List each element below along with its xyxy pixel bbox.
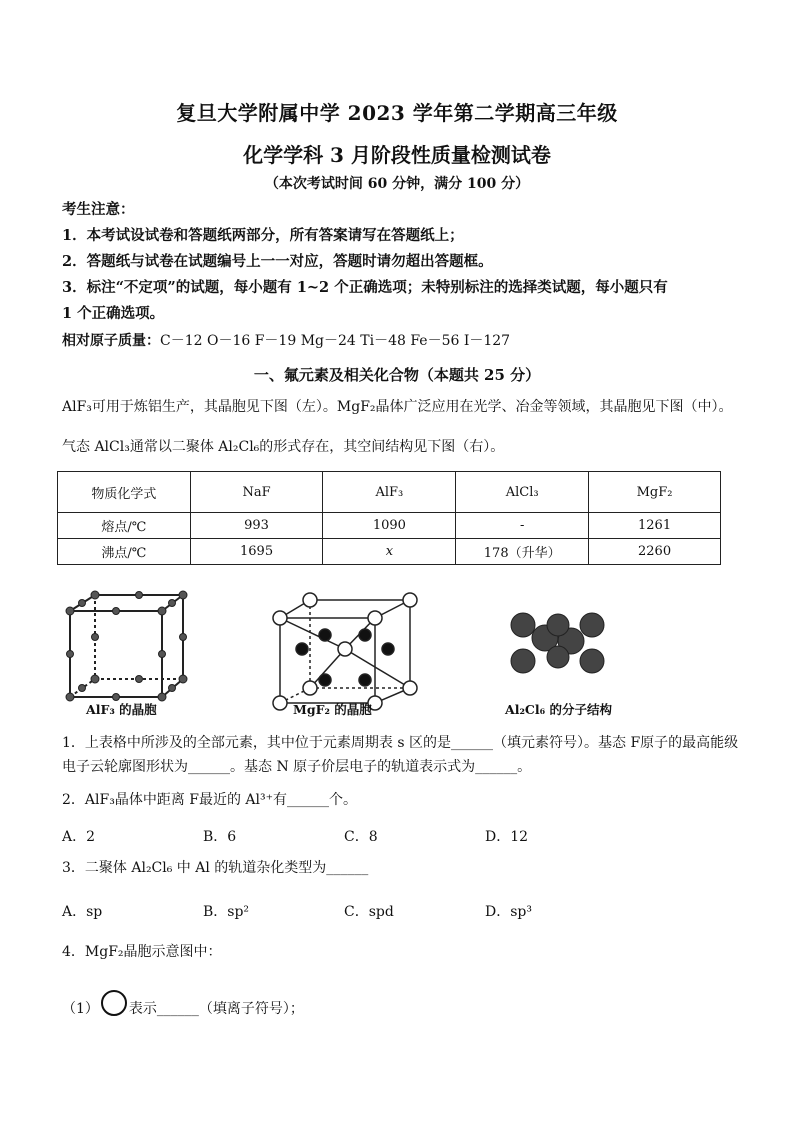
note-item: 3．标注“不定项”的试题，每小题有 1~2 个正确选项；未特别标注的选择类试题，每小题只有	[62, 279, 668, 296]
table-cell: 1695	[190, 539, 323, 565]
sub1-text: 表示______（填离子符号）；	[128, 1001, 304, 1017]
table-cell: 993	[190, 513, 323, 539]
table-header-cell: AlCl₃	[456, 472, 589, 513]
table-header-cell: AlF₃	[323, 472, 456, 513]
table-header-cell: NaF	[190, 472, 323, 513]
question-4: 4．MgF₂晶胞示意图中：	[62, 944, 222, 960]
exam-title-line1: 复旦大学附属中学 2023 学年第二学期高三年级	[176, 101, 618, 125]
table-cell: x	[323, 539, 456, 565]
candidate-notes	[62, 197, 742, 327]
option-d: D．sp³	[485, 904, 532, 920]
atomic-mass-line	[62, 330, 510, 350]
property-table	[57, 471, 721, 565]
open-circle-icon	[101, 990, 127, 1016]
question-2-options	[62, 826, 752, 846]
sub1-prefix: （1）	[62, 1001, 99, 1017]
section-intro-2: 气态 AlCl₃通常以二聚体 Al₂Cl₆的形式存在，其空间结构见下图（右）。	[62, 439, 505, 455]
table-row	[58, 539, 721, 565]
option-a: A．2	[62, 829, 96, 845]
table-cell: 熔点/℃	[58, 513, 191, 539]
option-a: A．sp	[62, 904, 103, 920]
option-c: C．spd	[344, 904, 394, 920]
atomic-mass-values: C－12 O－16 F－19 Mg－24 Ti－48 Fe－56 I－127	[160, 333, 511, 349]
option-b: B．sp²	[203, 904, 250, 920]
note-item: 1 个正确选项。	[62, 305, 165, 322]
table-header-cell: MgF₂	[589, 472, 721, 513]
question-1	[62, 731, 752, 779]
exam-title-line2: 化学学科 3 月阶段性质量检测试卷	[243, 143, 551, 167]
question-1-line2: 电子云轮廓图形状为______。基态 N 原子价层电子的轨道表示式为______。	[62, 759, 532, 775]
question-3: 3．二聚体 Al₂Cl₆ 中 Al 的轨道杂化类型为______	[62, 860, 369, 876]
al2cl6-molecule-figure	[511, 613, 604, 673]
table-cell: 1090	[323, 513, 456, 539]
section-title: 一、氟元素及相关化合物（本题共 25 分）	[253, 366, 541, 384]
figure-caption: MgF₂ 的晶胞	[293, 702, 372, 717]
option-c: C．8	[344, 829, 378, 845]
question-2: 2．AlF₃晶体中距离 F最近的 Al³⁺有______个。	[62, 792, 358, 808]
table-row	[58, 513, 721, 539]
option-b: B．6	[203, 829, 237, 845]
figure-caption: AlF₃ 的晶胞	[86, 702, 157, 717]
table-cell: 2260	[589, 539, 721, 565]
crystal-figures	[55, 568, 735, 728]
note-item: 2．答题纸与试卷在试题编号上一一对应，答题时请勿超出答题框。	[62, 253, 493, 270]
question-1-line1: 1．上表格中所涉及的全部元素，其中位于元素周期表 s 区的是______（填元素符号）。基态 F原子的最高能级	[62, 735, 739, 751]
figure-caption: Al₂Cl₆ 的分子结构	[505, 702, 612, 717]
option-d: D．12	[485, 829, 529, 845]
table-header-row	[58, 472, 721, 513]
question-4-sub1	[62, 990, 752, 1021]
table-cell: 178（升华）	[456, 539, 589, 565]
table-cell: -	[456, 513, 589, 539]
section-intro-1: AlF₃可用于炼铝生产，其晶胞见下图（左）。MgF₂晶体广泛应用在光学、冶金等领域，其晶胞见下图（中）。	[62, 399, 733, 415]
table-cell: 沸点/℃	[58, 539, 191, 565]
atomic-mass-label: 相对原子质量：	[62, 333, 160, 349]
table-cell: 1261	[589, 513, 721, 539]
note-item: 1．本考试设试卷和答题纸两部分，所有答案请写在答题纸上；	[62, 227, 464, 244]
question-3-options	[62, 901, 752, 921]
notes-heading: 考生注意：	[62, 201, 135, 218]
exam-subtitle: （本次考试时间 60 分钟，满分 100 分）	[264, 176, 530, 192]
table-header-cell: 物质化学式	[58, 472, 191, 513]
